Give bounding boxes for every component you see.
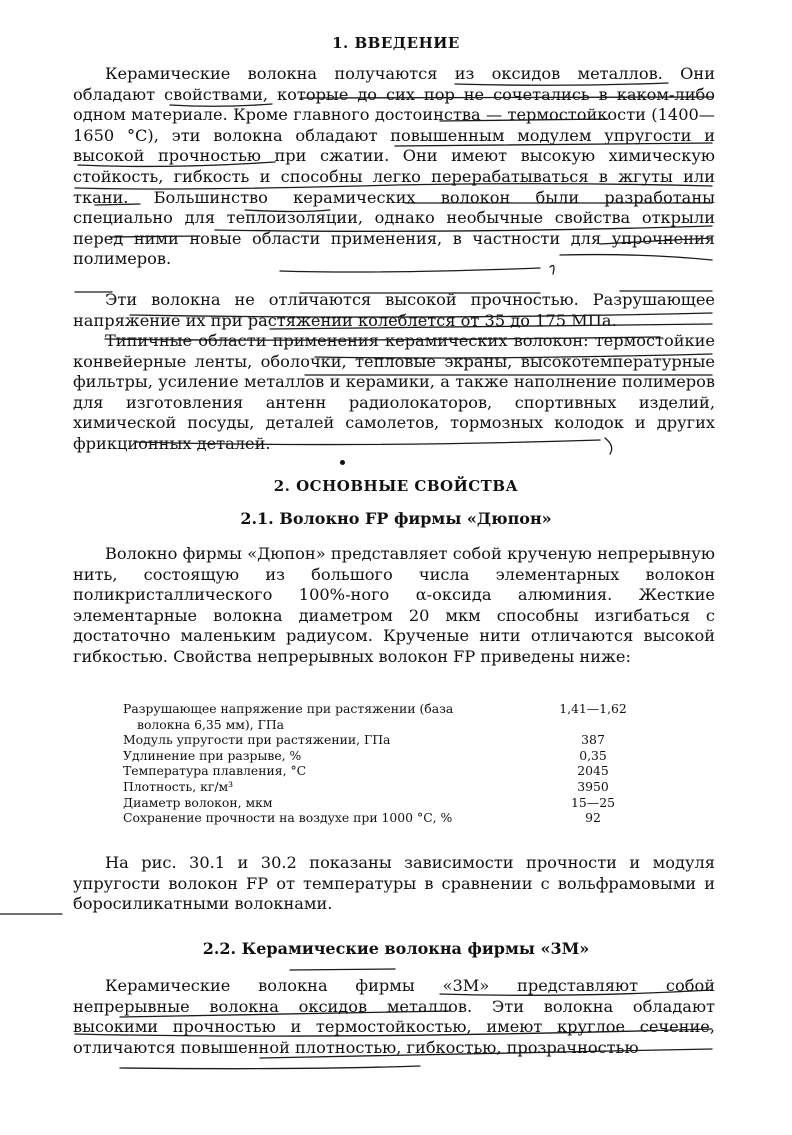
property-name: Сохранение прочности на воздухе при 1000 °С, % — [123, 810, 453, 826]
section-1-paragraph-3: Типичные области применения керамических волокон: термостойкие конвейерные ленты, оболочки, тепловые экраны, высокотемпературные фильтры, усиление металлов и керамики, а также наполнение полимеров для изготовления антенн радиолокаторов, спортивных изделий, химической посуды, деталей самолетов, тормозных колодок и других фрикционных деталей. — [73, 331, 715, 453]
subsection-2-2-heading: 2.2. Керамические волокна фирмы «3М» — [202, 939, 590, 958]
property-row-continuation — [123, 717, 643, 733]
property-name: волокна 6,35 мм), ГПа — [137, 716, 285, 732]
property-name: Температура плавления, °С — [123, 763, 307, 779]
property-name: Плотность, кг/м³ — [123, 778, 234, 794]
property-row — [123, 701, 643, 717]
property-value: 0,35 — [579, 747, 607, 763]
property-row — [123, 779, 643, 795]
section-1-heading: 1. ВВЕДЕНИЕ — [332, 34, 460, 52]
property-value: 1,41—1,62 — [559, 701, 627, 716]
subsection-2-1-paragraph-1: Волокно фирмы «Дюпон» представляет собой крученую непрерывную нить, состоящую из большого числа элементарных волокон поликристаллического 100%-ного α-оксида алюминия. Жесткие элементарные волокна диаметром 20 мкм способны изгибаться с достаточно маленьким радиусом. Крученые нити отличаются высокой гибкостью. Свойства непрерывных волокон FP приведены ниже: — [73, 544, 715, 666]
section-1-paragraph-2: Эти волокна не отличаются высокой прочностью. Разрушающее напряжение их при растяжении колеблется от 35 до 175 МПа. — [73, 290, 715, 330]
property-value: 15—25 — [571, 794, 615, 810]
property-value: 3950 — [577, 778, 609, 794]
property-value: 92 — [585, 810, 601, 826]
fp-properties-list — [123, 701, 643, 826]
property-row — [123, 795, 643, 811]
subsection-2-1-heading: 2.1. Волокно FP фирмы «Дюпон» — [240, 509, 552, 528]
property-name: Удлинение при разрыве, % — [123, 747, 302, 763]
property-name: Разрушающее напряжение при растяжении (база — [123, 701, 454, 716]
property-value: 387 — [581, 732, 605, 748]
subsection-2-2-paragraph-1: Керамические волокна фирмы «3М» представляют собой непрерывные волокна оксидов металлов. Эти волокна обладают высокими прочностью и термостойкостью, имеют круглое сечение, отличаются повышенной плотностью, гибкостью, прозрачностью — [73, 976, 715, 1057]
property-row — [123, 748, 643, 764]
section-1-paragraph-1: Керамические волокна получаются из оксидов металлов. Они обладают свойствами, которые до сих пор не сочетались в каком-либо одном материале. Кроме главного достоинства — термостойкости (1400—1650 °С), эти волокна обладают повышенным модулем упругости и высокой прочностью при сжатии. Они имеют высокую химическую стойкость, гибкость и способны легко перерабатываться в жгуты или ткани. Большинство керамических волокон были разработаны специально для теплоизоляции, однако необычные свойства открыли перед ними новые области применения, в частности для упрочнения полимеров. — [73, 64, 715, 269]
bullet-mark — [340, 460, 345, 465]
property-row — [123, 732, 643, 748]
property-name: Диаметр волокон, мкм — [123, 794, 273, 810]
property-row — [123, 810, 643, 826]
property-value: 2045 — [577, 763, 609, 779]
subsection-2-1-paragraph-2: На рис. 30.1 и 30.2 показаны зависимости прочности и модуля упругости волокон FP от температуры в сравнении с вольфрамовыми и боросиликатными волокнами. — [73, 853, 715, 914]
section-2-heading: 2. ОСНОВНЫЕ СВОЙСТВА — [273, 477, 519, 495]
property-name: Модуль упругости при растяжении, ГПа — [123, 732, 391, 748]
property-row — [123, 763, 643, 779]
